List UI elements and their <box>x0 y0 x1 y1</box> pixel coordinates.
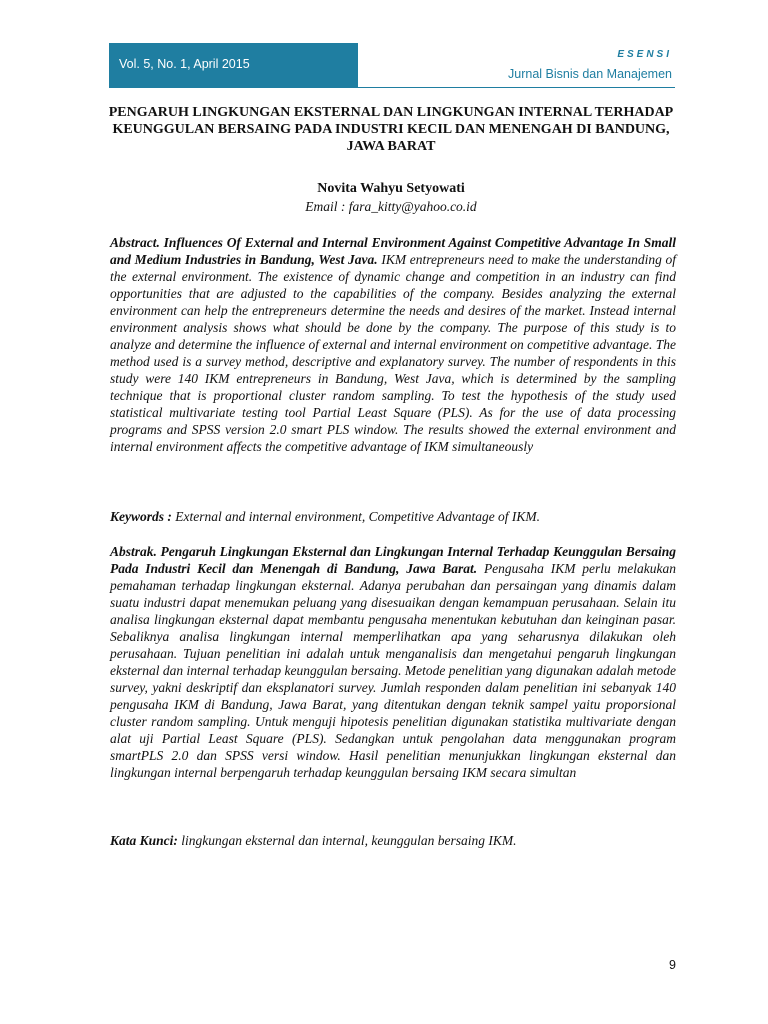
abstract-indonesian-heading: Abstrak. Pengaruh Lingkungan Eksternal dan Lingkungan Internal Terhadap Keunggulan Bersaing Pada Industri Kecil dan Menengah di Bandung, Jawa Barat. <box>110 544 676 576</box>
volume-label: Vol. 5, No. 1, April 2015 <box>119 57 250 71</box>
article-title: PENGARUH LINGKUNGAN EKSTERNAL DAN LINGKUNGAN INTERNAL TERHADAP KEUNGGULAN BERSAING PADA INDUSTRI KECIL DAN MENENGAH DI BANDUNG, JAWA BARAT <box>108 105 674 154</box>
keywords-indonesian-label: Kata Kunci: <box>110 833 178 848</box>
abstract-english <box>110 234 676 455</box>
journal-logo: ESENSI <box>617 49 672 60</box>
abstract-indonesian-body: Pengusaha IKM perlu melakukan pemahaman terhadap lingkungan eksternal. Adanya perubahan dan persaingan yang dinamis dalam suatu industri dapat menemukan peluang yang disesuaikan dengan kemampuan perusahaan. Selain itu analisa lingkungan eksternal dapat membantu pengusaha menentukan kebutuhan dan keinginan pasar. Sebaliknya analisa lingkungan internal memperlihatkan apa yang seharusnya dilakukan oleh perusahaan. Tujuan penelitian ini adalah untuk menganalisis dan mengetahui pengaruh lingkungan eksternal dan internal terhadap keunggulan bersaing. Metode penelitian yang digunakan adalah metode survey, yakni deskriptif dan eksplanatori survey. Jumlah responden dalam penelitian ini sebanyak 140 pengusaha IKM di Bandung, Jawa Barat, yang ditentukan dengan teknik sampel yaitu proporsional cluster random sampling. Untuk menguji hipotesis penelitian digunakan statistika multivariate dengan alat uji Partial Least Square (PLS). Sedangkan untuk pengolahan data menggunakan program smartPLS 2.0 dan SPSS versi window. Hasil penelitian menunjukkan lingkungan eksternal dan lingkungan internal berpengaruh terhadap keunggulan bersaing IKM secara simultan <box>110 561 677 780</box>
keywords-english-label: Keywords : <box>110 509 172 524</box>
page-number: 9 <box>669 958 676 972</box>
keywords-english-text: External and internal environment, Competitive Advantage of IKM. <box>175 509 541 524</box>
author-email: Email : fara_kitty@yahoo.co.id <box>305 199 477 214</box>
abstract-english-heading: Abstract. Influences Of External and Internal Environment Against Competitive Advantage In Small and Medium Industries in Bandung, West Java. <box>110 235 676 267</box>
article-author: Novita Wahyu Setyowati <box>317 181 465 196</box>
keywords-indonesian-text: lingkungan eksternal dan internal, keunggulan bersaing IKM. <box>181 833 517 848</box>
abstract-indonesian <box>110 543 676 781</box>
journal-name: Jurnal Bisnis dan Manajemen <box>508 67 672 81</box>
volume-banner <box>109 43 358 88</box>
keywords-indonesian <box>110 832 676 849</box>
abstract-english-body: IKM entrepreneurs need to make the understanding of the external environment. The existence of dynamic change and competition in an industry can find opportunities that are adjusted to the capabilities of the company. Besides analyzing the external environment can help the entrepreneurs determine the needs and desires of the market. Instead internal environment analysis shows what should be done by the company. The purpose of this study is to analyze and determine the influence of external and internal environment on competitive advantage. The method used is a survey method, descriptive and explanatory survey. The number of respondents in this study were 140 IKM entrepreneurs in Bandung, West Java, which is determined by the sampling technique that is proportional cluster random sampling. To test the hypothesis of the study used statistical multivariate testing tool Partial Least Square (PLS). As for the use of data processing programs and SPSS version 2.0 smart PLS window. The results showed the external environment and internal environment affects the competitive advantage of IKM simultaneously <box>110 252 677 454</box>
keywords-english <box>110 508 676 525</box>
header-rule <box>358 87 675 88</box>
